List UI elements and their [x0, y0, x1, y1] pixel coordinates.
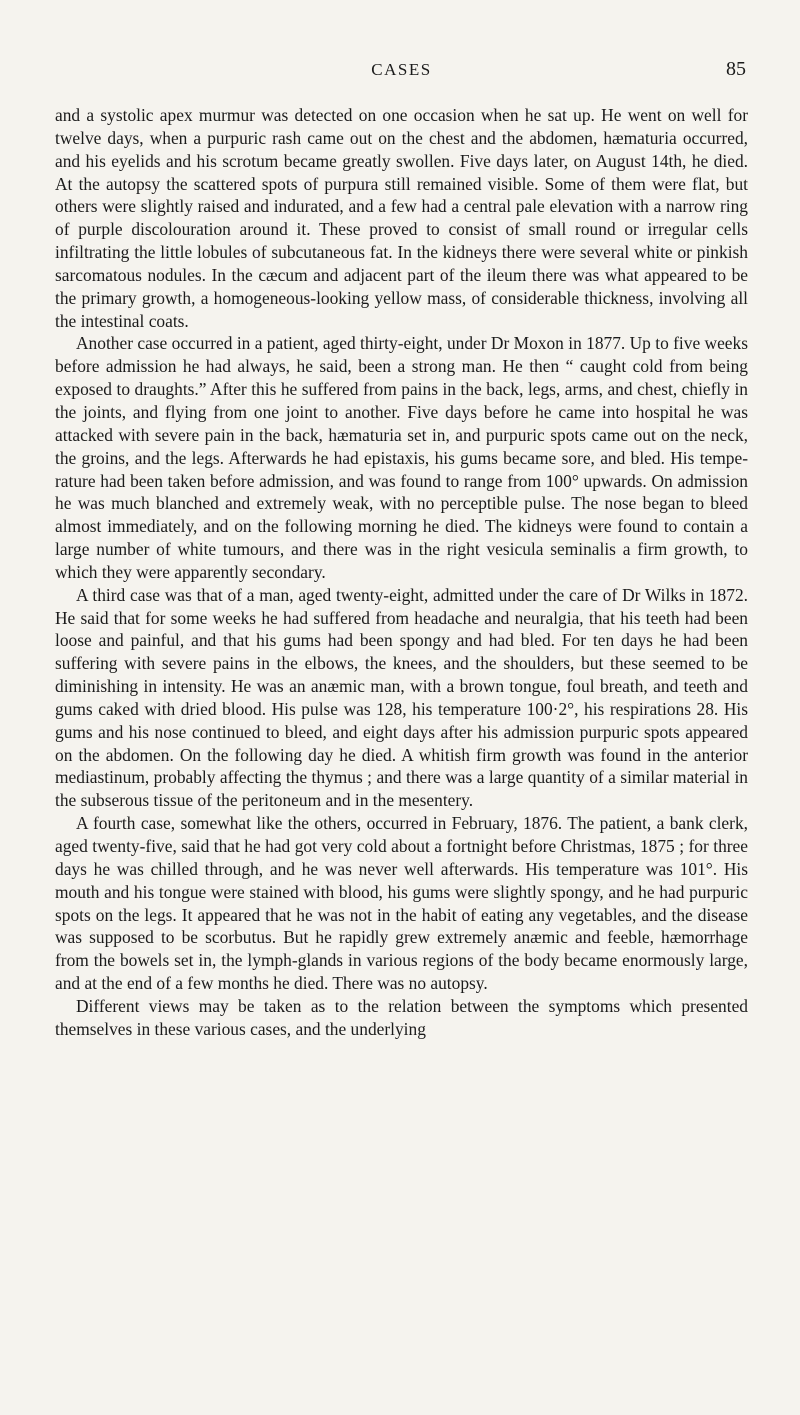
paragraph-fourth-case: A fourth case, somewhat like the others, occurred in February, 1876. The patient, a bank clerk, aged twenty-five, said that he had got very cold about a fortnight before Christmas, 1875 ; for three days he was chilled through, and he was never well afterwards. His temperature was 101°. His mouth and his tongue were stained with blood, his gums were slightly spongy, and he had purpuric spots on the legs. It appeared that he was not in the habit of eating any vegetables, and the disease was supposed to be scorbutus. But he rapidly grew extremely anæmic and feeble, hæmorrhage from the bowels set in, the lymph-glands in various regions of the body became enormously large, and at the end of a few months he died. There was no autopsy.	[55, 813, 748, 994]
body-text	[55, 104, 748, 1041]
paragraph-continuation: and a systolic apex murmur was detected on one occasion when he sat up. He went on well for twelve days, when a purpuric rash came out on the chest and the abdomen, hæmaturia occurred, and his eyelids and his scrotum became greatly swollen. Five days later, on August 14th, he died. At the autopsy the scattered spots of purpura still remained visible. Some of them were flat, but others were slightly raised and indurated, and a few had a central pale elevation with a narrow ring of purple discolouration around it. These proved to consist of small round or irregular cells infiltrating the little lobules of subcutaneous fat. In the kidneys there were several white or pinkish sarcomatous nodules. In the cæcum and adjacent part of the ileum there was what appeared to be the primary growth, a homogeneous-looking yellow mass, of considerable thickness, involving all the intestinal coats.	[55, 105, 748, 331]
running-title: CASES	[371, 60, 432, 79]
paragraph-second-case: Another case occurred in a patient, aged thirty-eight, under Dr Moxon in 1877. Up to five weeks before admission he had always, he said, been a strong man. He then “ caught cold from being exposed to draughts.” After this he suffered from pains in the back, legs, arms, and chest, chiefly in the joints, and flying from one joint to another. Five days before he came into hospital he was attacked with severe pain in the back, hæmaturia set in, and purpuric spots came out on the neck, the groins, and the legs. Afterwards he had epistaxis, his gums became sore, and bled. His temperature had been taken before admission, and was found to range from 100° upwards. On admission he was much blanched and extremely weak, with no perceptible pulse. The nose began to bleed almost immediately, and on the following morning he died. The kidneys were found to contain a large number of white tumours, and there was in the right vesicula seminalis a firm growth, to which they were apparently secondary.	[55, 333, 748, 582]
paragraph-different-views: Different views may be taken as to the relation between the symptoms which presented themselves in these various cases, and the underlying	[55, 995, 748, 1039]
paragraph-third-case: A third case was that of a man, aged twenty-eight, admitted under the care of Dr Wilks in 1872. He said that for some weeks he had suffered from headache and neuralgia, that his teeth had been loose and painful, and that his gums had been spongy and had bled. For ten days he had been suffering with severe pains in the elbows, the knees, and the shoulders, but these seemed to be diminishing in intensity. He was an anæmic man, with a brown tongue, foul breath, and teeth and gums caked with dried blood. His pulse was 128, his temperature 100·2°, his respirations 28. His gums and his nose continued to bleed, and eight days after his admission purpuric spots appeared on the abdomen. On the following day he died. A whitish firm growth was found in the anterior mediastinum, probably affecting the thymus ; and there was a large quantity of a similar material in the subserous tissue of the peritoneum and in the mesentery.	[55, 584, 748, 811]
page-number: 85	[726, 58, 746, 80]
page-header	[55, 58, 748, 82]
